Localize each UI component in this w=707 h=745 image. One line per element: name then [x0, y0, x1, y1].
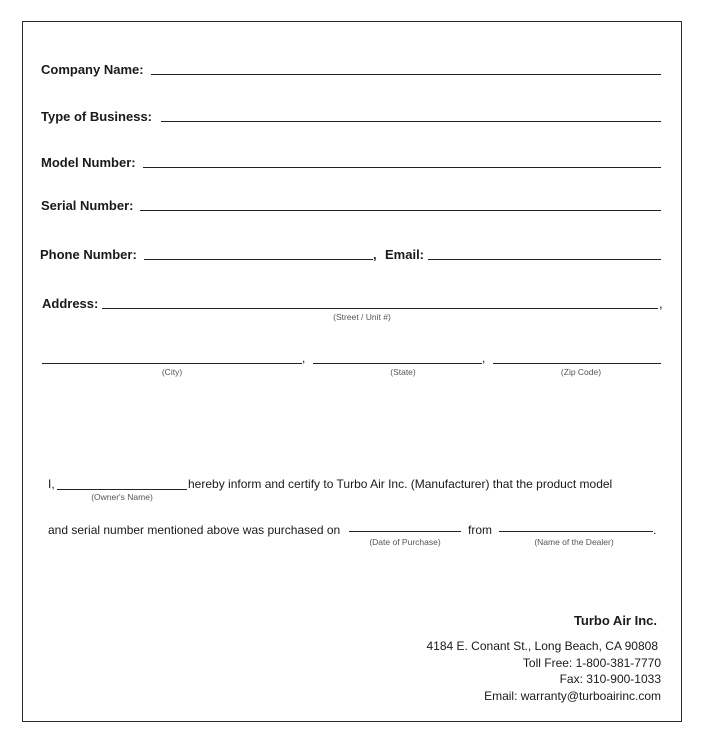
state-caption: (State): [390, 367, 416, 377]
cert-line1: hereby inform and certify to Turbo Air Inc. (Manufacturer) that the product model: [188, 477, 613, 491]
cert-line2: and serial number mentioned above was purchased on: [48, 523, 341, 537]
street-field[interactable]: [102, 308, 658, 309]
cert-period: .: [653, 523, 657, 537]
company-name-field[interactable]: [151, 74, 661, 75]
company-name: Turbo Air Inc.: [573, 613, 657, 628]
city-field[interactable]: [42, 363, 302, 364]
dealer-name-caption: (Name of the Dealer): [534, 537, 614, 547]
phone-comma: ,: [373, 247, 377, 262]
city-comma: ,: [302, 351, 306, 365]
zip-code-field[interactable]: [493, 363, 661, 364]
company-toll-free: Toll Free: 1-800-381-7770: [522, 656, 661, 670]
model-number-label: Model Number:: [41, 155, 136, 170]
state-comma: ,: [482, 351, 486, 365]
serial-number-label: Serial Number:: [41, 198, 134, 213]
from-text: from: [468, 523, 492, 537]
address-comma: ,: [659, 296, 663, 311]
email-field[interactable]: [428, 259, 661, 260]
street-caption: (Street / Unit #): [333, 312, 391, 322]
dealer-name-field[interactable]: [499, 531, 653, 532]
serial-number-field[interactable]: [140, 210, 661, 211]
company-fax: Fax: 310-900-1033: [559, 672, 661, 686]
phone-number-field[interactable]: [144, 259, 373, 260]
type-of-business-field[interactable]: [161, 121, 661, 122]
date-of-purchase-caption: (Date of Purchase): [369, 537, 441, 547]
phone-number-label: Phone Number:: [40, 247, 137, 262]
cert-prefix: I,: [48, 477, 55, 491]
type-of-business-label: Type of Business:: [41, 109, 153, 124]
company-address: 4184 E. Conant St., Long Beach, CA 90808: [426, 639, 658, 653]
company-email: Email: warranty@turboairinc.com: [484, 689, 661, 703]
owner-name-caption: (Owner's Name): [91, 492, 153, 502]
zip-code-caption: (Zip Code): [560, 367, 602, 377]
city-caption: (City): [161, 367, 183, 377]
company-name-label: Company Name:: [41, 62, 144, 77]
email-label: Email:: [385, 247, 425, 262]
state-field[interactable]: [313, 363, 482, 364]
owner-name-field[interactable]: [57, 489, 187, 490]
model-number-field[interactable]: [143, 167, 661, 168]
date-of-purchase-field[interactable]: [349, 531, 461, 532]
address-label: Address:: [42, 296, 99, 311]
